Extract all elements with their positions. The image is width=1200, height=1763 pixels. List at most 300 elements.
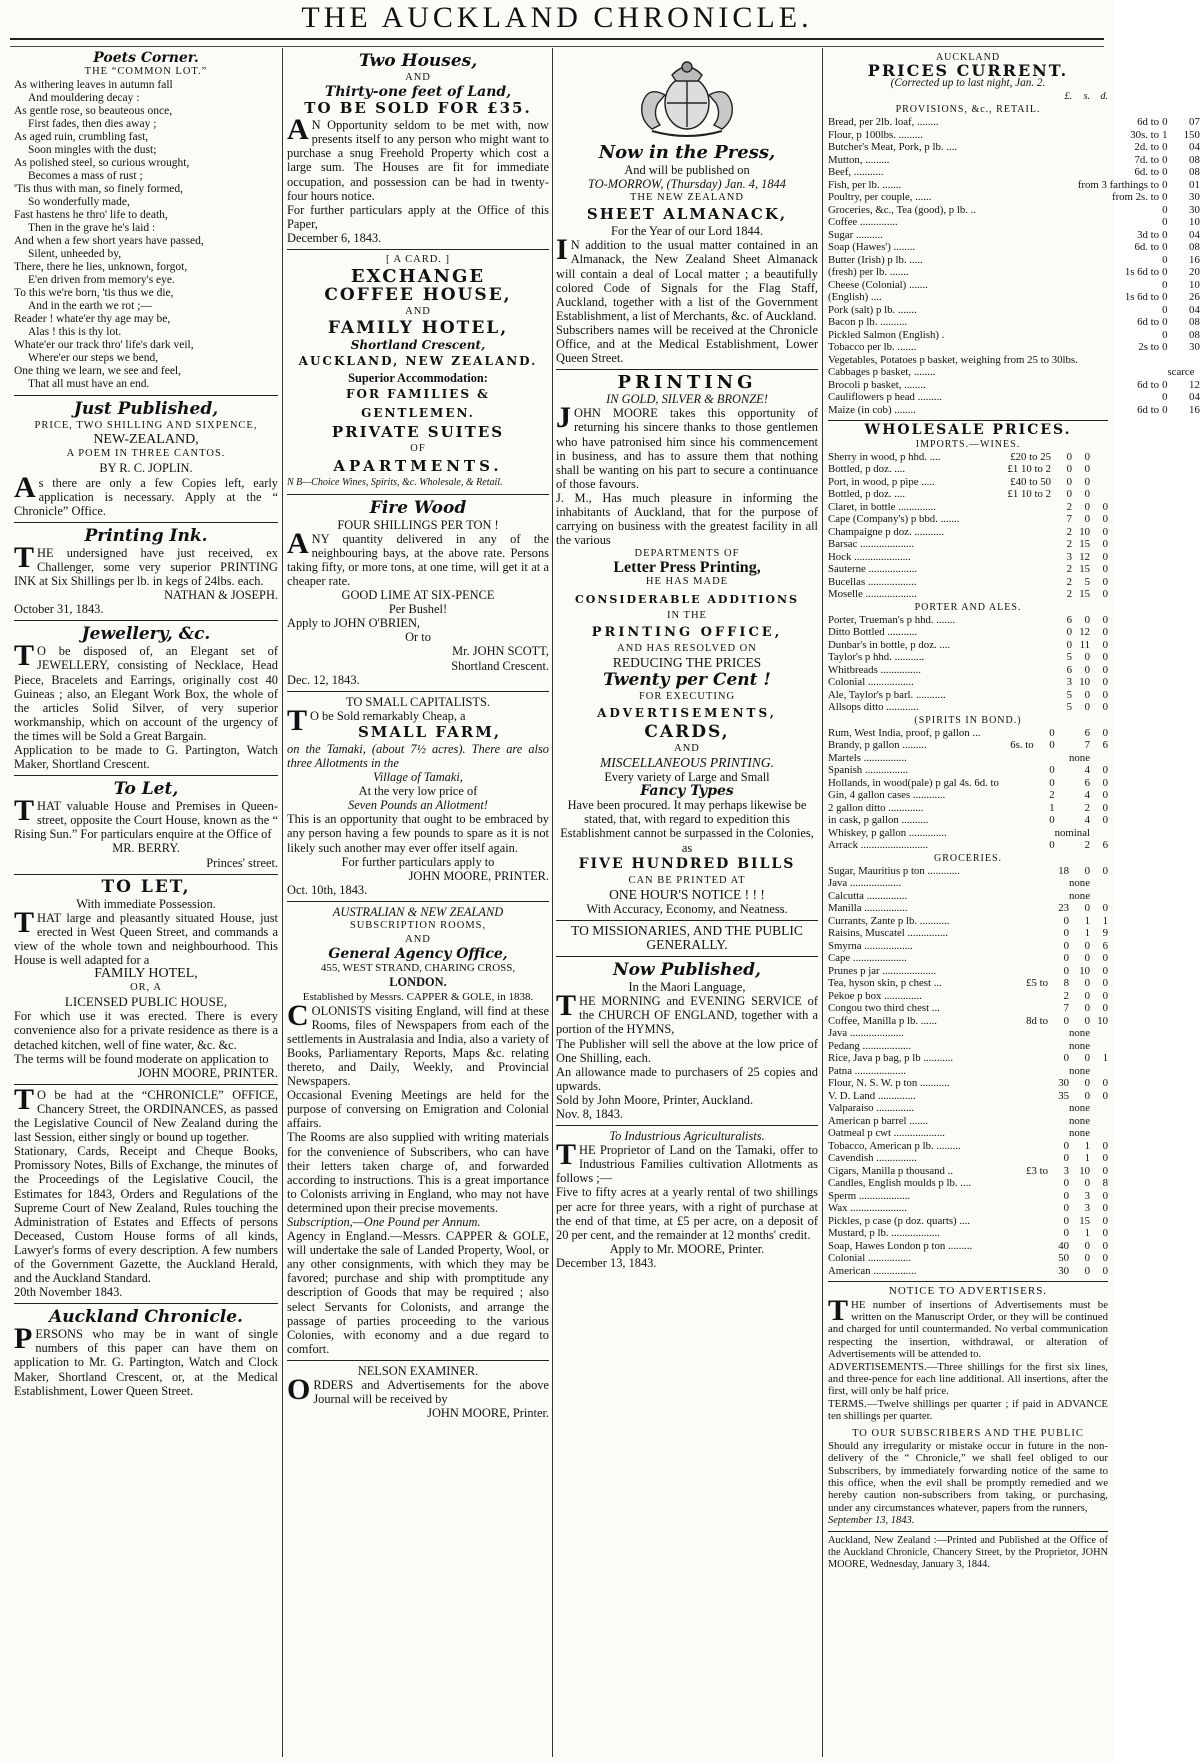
pence-value: 0 (1102, 550, 1108, 563)
price-row (828, 1027, 1108, 1040)
shillings-value: 2 (1189, 266, 1195, 279)
item-rate (995, 576, 1054, 589)
shillings-value: 0 (1084, 613, 1090, 626)
shillings-value: 0 (1084, 989, 1090, 1002)
poem-line: And in the earth we rot ;— (28, 300, 152, 313)
item-rate: 6s. to (1010, 739, 1034, 752)
imprint-text: Auckland, New Zealand :—Printed and Published at the Office of the Auckland Chronicle, Chancery Street, by the Proprietor, JOHN MOORE, Wednesday, January 3, 1844. (828, 1535, 1108, 1570)
pounds-value: 1 (1162, 128, 1168, 141)
item-rate (1018, 965, 1051, 978)
rooms-heading: AUSTRALIAN & NEW ZEALAND (332, 904, 504, 919)
pence-value: 0 (1102, 513, 1108, 526)
pence-value (1194, 366, 1199, 379)
item-name: Valparaiso .............. (828, 1102, 915, 1115)
item-rate (1018, 1265, 1051, 1278)
item-rate (1018, 915, 1051, 928)
item-rate (1078, 354, 1162, 367)
item-rate: £1 10 to 2 (1007, 488, 1051, 501)
reducing-prices: REDUCING THE PRICES (612, 654, 762, 670)
shillings-value: 0 (1084, 663, 1090, 676)
pence-value: 0 (1194, 266, 1200, 279)
poem-line: Whate'er our track thro' life's dark veil, (14, 339, 194, 352)
agriculturalists-heading: To Industrious Agriculturalists. (609, 1129, 765, 1144)
pence-value: 0 (1102, 626, 1108, 639)
item-name: Pekoe p box .............. (828, 989, 922, 1002)
rooms-and: AND (405, 934, 431, 946)
item-name: Cabbages p basket, ........ (828, 366, 936, 379)
pounds-value: 7 (1066, 513, 1072, 526)
pence-value (1090, 752, 1108, 765)
price-row (828, 940, 1108, 953)
pounds-value: 35 (1058, 1089, 1069, 1102)
price-row (828, 877, 1108, 890)
poem-line: So wonderfully made, (28, 196, 130, 209)
price-row (828, 990, 1108, 1003)
almanack-body1: IN addition to the usual matter contained in an Almanack, the New Zealand Sheet Almanack will contain a deal of Local matter ; a beautifully colored Code of Signals for the Flag Staff, Auckland, together with a list of the Government Establishment, a list of Merchants, &c. of Auckland. (556, 233, 818, 323)
two-houses-apply: For further particulars apply at the Office of this Paper, (287, 202, 549, 231)
two-houses-and: AND (405, 72, 431, 83)
poem-line: Reader ! whate'er thy age may be, (14, 313, 171, 326)
shillings-value: 0 (1084, 864, 1090, 877)
pence-value: 0 (1194, 278, 1200, 291)
pounds-value: 0 (1049, 776, 1055, 789)
item-name: Tobacco, American p lb. ......... (828, 1139, 961, 1152)
pence-value: 0 (1102, 525, 1108, 538)
to-let-name: MR. BERRY. (112, 841, 180, 856)
to-let-rising-sun-ad (14, 776, 278, 874)
pence-value: 6 (1102, 839, 1108, 852)
item-name: Java .................... (828, 1027, 904, 1040)
item-name: Candles, English moulds p lb. .... (828, 1177, 972, 1190)
pounds-value: 0 (1162, 141, 1168, 154)
agriculturalists-date: December 13, 1843. (556, 1255, 657, 1270)
price-row (828, 1065, 1108, 1078)
item-name: Manilla ................ (828, 902, 908, 915)
item-rate (1018, 1052, 1051, 1065)
jewellery-ad (14, 621, 278, 776)
twenty-per-cent: Twenty per Cent ! (603, 669, 771, 690)
printing-ink-signer: NATHAN & JOSEPH. (164, 588, 278, 603)
groceries-heading: GROCERIES. (933, 852, 1003, 864)
pounds-value: 40 (1058, 1239, 1069, 1252)
pounds-value: 0 (1063, 1014, 1069, 1027)
poem-line: And when a few short years have passed, (14, 235, 204, 248)
item-rate (1018, 1152, 1051, 1165)
price-row (828, 501, 1108, 514)
item-rate (1018, 1240, 1051, 1253)
item-rate (1078, 329, 1162, 342)
or-to: Or to (405, 630, 431, 645)
shillings-value: none (1069, 1027, 1090, 1040)
shillings-value: 1 (1189, 403, 1195, 416)
book-price: PRICE, TWO SHILLING AND SIXPENCE, (34, 420, 258, 432)
item-name: Congou two third chest ... (828, 1002, 940, 1015)
price-row (828, 1165, 1108, 1178)
shillings-value: 1 (1084, 1139, 1090, 1152)
can-be-printed: CAN BE PRINTED AT (628, 874, 746, 886)
pounds-value: 8 (1063, 977, 1069, 990)
column-3 (556, 48, 818, 1759)
price-row (828, 1040, 1108, 1053)
item-name: Coffee, Manilla p lb. ...... (828, 1014, 937, 1027)
shillings-value: 6 (1084, 726, 1090, 739)
price-row (828, 391, 1200, 404)
agriculturalists-body2: Five to fifty acres at a yearly rental of two shillings per acre for three years, with a right of purchase at the end of that time, at £5 per acre, on a deposit of 20 per cent, and the remainder at 12 months' credit. (556, 1185, 818, 1242)
ordinances-ad (14, 1082, 278, 1304)
two-houses-sale: TO BE SOLD FOR £35. (304, 99, 532, 118)
pence-value: 0 (1102, 701, 1108, 714)
sheet-almanack: SHEET ALMANACK, (586, 205, 788, 224)
item-name: Cavendish ............... (828, 1152, 917, 1165)
he-has-made: HE HAS MADE (645, 576, 729, 588)
item-name: Bottled, p doz. .... (828, 463, 906, 476)
pence-value: 0 (1102, 1077, 1108, 1090)
groceries-table (828, 865, 1108, 1278)
item-rate (995, 526, 1054, 539)
price-row (828, 739, 1108, 752)
per-bushel: Per Bushel! (388, 602, 448, 617)
item-rate: from 2s. to (1111, 191, 1160, 204)
item-name: Patna ................... (828, 1064, 906, 1077)
poem-line: Then in the grave he's laid : (28, 222, 156, 235)
pence-value (1090, 488, 1108, 501)
good-lime: GOOD LIME AT SIX-PENCE (341, 588, 495, 603)
price-row (828, 676, 1108, 689)
shillings-value: 0 (1084, 463, 1090, 476)
item-rate: 2d. to (1134, 141, 1160, 154)
small-capitalists-apply: For further particulars apply to (341, 854, 495, 869)
pounds-value: 0 (1066, 463, 1072, 476)
pence-value: 4 (1194, 391, 1200, 404)
pounds-value: 30 (1058, 1077, 1069, 1090)
shortland-crescent: Shortland Crescent, (350, 338, 486, 353)
item-name: Whiskey, p gallon .............. (828, 826, 947, 839)
rooms-body3: The Rooms are also supplied with writing materials for the convenience of Subscribers, who can have their letters taken charge of, and forwarded according to instructions. This is a great importance to Colonists arriving in England, who may not have determined upon their precise movements. (287, 1130, 549, 1215)
auckland-chronicle-heading: Auckland Chronicle. (49, 1307, 243, 1328)
price-row (828, 279, 1200, 292)
price-row (828, 1152, 1108, 1165)
price-row (828, 229, 1200, 242)
price-row (828, 664, 1108, 677)
item-name: Bottled, p doz. .... (828, 488, 906, 501)
two-houses-land: Thirty-one feet of Land, (324, 84, 512, 101)
item-rate (1078, 304, 1162, 317)
poem-line: One thing we learn, we see and feel, (14, 365, 181, 378)
shillings-value: none (1069, 1039, 1090, 1052)
price-row (828, 1015, 1108, 1028)
pounds-value: 5 (1066, 651, 1072, 664)
item-name: Cauliflowers p head ......... (828, 391, 942, 404)
price-row (828, 1265, 1108, 1278)
subscription-rooms-ad (287, 902, 549, 1361)
pounds-value (1051, 890, 1069, 903)
letter-press: Letter Press Printing, (613, 559, 761, 577)
shillings-value: none (1069, 1114, 1090, 1127)
item-name: Ale, Taylor's p barl. ........... (828, 688, 946, 701)
item-name: American ................ (828, 1264, 917, 1277)
item-rate (1018, 927, 1051, 940)
item-name: Cape (Company's) p bbd. ....... (828, 513, 960, 526)
poem-line: As aged ruin, crumbling fast, (14, 131, 149, 144)
pence-value: 0 (1102, 801, 1108, 814)
or-a-line: OR, A (130, 982, 162, 994)
shillings-value: 0 (1189, 228, 1195, 241)
price-row (828, 116, 1200, 129)
price-row (828, 839, 1108, 852)
shillings-value: 0 (1084, 1002, 1090, 1015)
shillings-value: 0 (1189, 153, 1195, 166)
pounds-value: 0 (1063, 1139, 1069, 1152)
item-rate (1018, 877, 1051, 890)
prices-current (828, 48, 1200, 421)
price-row (828, 154, 1200, 167)
item-rate (1018, 952, 1051, 965)
rooms-body4: Agency in England.—Messrs. CAPPER & GOLE, will undertake the sale of Landed Property, Wool, or any other consignments, with which they may be favored; purchase and ship with promptitude any description of Goods that may be required ; also select Servants for Colonists, and arrange the passage of parties proceeding to the various Colonies, with economy and a due regard to comfort. (287, 1229, 549, 1356)
pence-value: 0 (1194, 216, 1200, 229)
shillings-value: 1 (1084, 914, 1090, 927)
item-rate: 1s 6d to (1124, 266, 1160, 279)
pounds-value: 0 (1049, 839, 1055, 852)
poets-corner-heading: Poets Corner. (93, 50, 199, 66)
pounds-value: 0 (1162, 116, 1168, 129)
fire-wood-body: ANY quantity delivered in any of the neighbouring bays, at the above rate. Persons taking fifty, or more tons, at one time, will get it at a cheaper rate. (287, 526, 549, 588)
price-row (828, 1140, 1108, 1153)
item-name: Gin, 4 gallon cases ............ (828, 789, 946, 802)
pence-value: 8 (1194, 328, 1200, 341)
pounds-value: 0 (1162, 266, 1168, 279)
nelson-body: ORDERS and Advertisements for the above Journal will be received by (287, 1373, 549, 1407)
royal-coat-of-arms-image (612, 55, 762, 141)
fire-wood-sub: FOUR SHILLINGS PER TON ! (337, 517, 499, 532)
pence-value: 0 (1102, 902, 1108, 915)
pounds-value: 0 (1066, 638, 1072, 651)
pounds-value (1037, 827, 1055, 840)
shillings-value: 0 (1084, 939, 1090, 952)
shillings-value: 0 (1084, 1089, 1090, 1102)
item-rate (1018, 902, 1051, 915)
item-name: Bread, per 2lb. loaf, ........ (828, 116, 939, 129)
pounds-label: £. (1064, 91, 1072, 103)
item-rate (1009, 752, 1037, 765)
porter-heading: PORTER AND ALES. (914, 601, 1022, 613)
item-rate (1018, 1002, 1051, 1015)
price-row (828, 241, 1200, 254)
shillings-value: 0 (1189, 166, 1195, 179)
item-rate (1018, 990, 1051, 1003)
item-name: Cape .................... (828, 952, 907, 965)
shillings-value: 0 (1189, 141, 1195, 154)
pounds-value: 5 (1066, 688, 1072, 701)
pounds-value: 0 (1049, 764, 1055, 777)
item-name: Vegetables, Potatoes p basket, weighing from 25 to 30lbs. (828, 353, 1078, 366)
pounds-value: 0 (1162, 403, 1168, 416)
printing-sub: IN GOLD, SILVER & BRONZE! (606, 392, 768, 407)
shillings-value (1167, 354, 1194, 367)
item-name: Raisins, Muscatel ............... (828, 927, 948, 940)
price-row (828, 727, 1108, 740)
masthead-rule (10, 38, 1104, 47)
item-name: Rice, Java p bag, p lb ........... (828, 1052, 954, 1065)
item-rate: from 3 farthings to (1077, 178, 1160, 191)
pence-value: 8 (1102, 1177, 1108, 1190)
shillings-value: 0 (1189, 391, 1195, 404)
column-1 (14, 48, 278, 1759)
to-let-body: THAT valuable House and Premises in Queen-street, opposite the Court House, known as the “ Rising Sun.” For particulars enquire at the Office of (14, 794, 278, 842)
item-name: Colonial ................ (828, 1252, 912, 1265)
auckland-label: AUCKLAND (935, 52, 1001, 63)
item-rate (1009, 802, 1037, 815)
wholesale-prices (828, 421, 1108, 1282)
price-row (828, 1115, 1108, 1128)
pounds-value: 0 (1162, 316, 1168, 329)
poem-line: Soon mingles with the dust; (28, 144, 157, 157)
departments-of: DEPARTMENTS OF (634, 548, 740, 560)
printing-body2: J. M., Has much pleasure in informing the inhabitants of Auckland, that for the purpose of carrying on business with the greatest facility in all the various (556, 490, 818, 548)
pounds-value: 0 (1162, 228, 1168, 241)
to-let-2-heading: TO LET, (101, 876, 191, 897)
small-farm: SMALL FARM, (357, 722, 502, 741)
shillings-value: 5 (1084, 575, 1090, 588)
apartments: APARTMENTS. (333, 456, 503, 475)
shillings-value: 0 (1084, 952, 1090, 965)
item-rate: £20 to 25 (1010, 450, 1051, 463)
shillings-value: none (1069, 751, 1090, 764)
pounds-value: 0 (1066, 475, 1072, 488)
price-line-1: At the very low price of (358, 784, 478, 799)
item-name: American p barrel ....... (828, 1114, 929, 1127)
item-name: Sauterne .................. (828, 563, 918, 576)
pounds-value: 3 (1066, 676, 1072, 689)
price-row (828, 977, 1108, 990)
pence-value: 8 (1194, 153, 1200, 166)
missionaries-heading: TO MISSIONARIES, AND THE PUBLIC GENERALLY. (571, 922, 803, 953)
item-name: Cheese (Colonial) ....... (828, 278, 928, 291)
pence-value: 0 (1102, 989, 1108, 1002)
pence-value: 0 (1102, 676, 1108, 689)
pounds-value: 0 (1162, 378, 1168, 391)
pounds-value: 6 (1066, 663, 1072, 676)
item-name: Pickles, p case (p doz. quarts) .... (828, 1214, 971, 1227)
price-row (828, 366, 1200, 379)
printing-ink-heading: Printing Ink. (84, 525, 208, 546)
item-rate (1078, 204, 1162, 217)
pounds-value (1037, 752, 1055, 765)
now-in-press-heading: Now in the Press, (598, 142, 776, 163)
printing-and: AND (674, 742, 700, 754)
poem-line: Silent, unheeded by, (28, 248, 122, 261)
almanack-body2: Subscribers names will be received at the Chronicle Office, and at the Medical Establishment, Lower Queen Street. (556, 322, 818, 366)
shillings-value: 15 (1079, 1214, 1090, 1227)
printing-office: PRINTING OFFICE, (591, 624, 783, 640)
agriculturalists-body1: THE Proprietor of Land on the Tamaki, offer to Industrious Families cultivation Allotments as follows ;— (556, 1138, 818, 1186)
price-row (828, 1177, 1108, 1190)
price-row (828, 814, 1108, 827)
shillings-value: 1 (1189, 253, 1195, 266)
maori-language: In the Maori Language, (628, 980, 746, 995)
item-rate (995, 538, 1054, 551)
shillings-value: 0 (1084, 1052, 1090, 1065)
jewellery-heading: Jewellery, &c. (81, 624, 211, 645)
now-published-sold: Sold by John Moore, Printer, Auckland. (556, 1092, 754, 1107)
pence-value: 6 (1102, 939, 1108, 952)
price-row (828, 563, 1108, 576)
poem-title: THE “COMMON LOT.” (84, 66, 208, 78)
pounds-value (1051, 1027, 1069, 1040)
pence-value: 1 (1102, 1052, 1108, 1065)
price-row (828, 626, 1108, 639)
rooms-body2: Occasional Evening Meetings are held for the purpose of conversing on Emigration and Colonial affairs. (287, 1088, 549, 1131)
pence-value: 1 (1102, 914, 1108, 927)
price-row (828, 291, 1200, 304)
pounds-value: 0 (1162, 241, 1168, 254)
price-row (828, 341, 1200, 354)
pence-value: 0 (1102, 1214, 1108, 1227)
pounds-value: 0 (1162, 166, 1168, 179)
pence-value: 6 (1194, 253, 1200, 266)
shillings-value: 7 (1084, 739, 1090, 752)
to-let-hotel-ad (14, 875, 278, 1085)
item-rate (1009, 827, 1037, 840)
poem-line: Alas ! this is thy lot. (28, 326, 122, 339)
shillings-value: 15 (1079, 563, 1090, 576)
card-label: [ A CARD. ] (385, 254, 451, 266)
to-let-2-terms: The terms will be found moderate on application to (14, 1051, 269, 1066)
column-2 (287, 48, 549, 1759)
price-row (828, 1127, 1108, 1140)
pence-value: 0 (1102, 500, 1108, 513)
now-published-body3: An allowance made to purchasers of 25 copies and upwards. (556, 1064, 818, 1093)
pounds-value: 6 (1066, 613, 1072, 626)
pence-value: 0 (1102, 1227, 1108, 1240)
item-rate (1018, 1177, 1051, 1190)
pence-value: 0 (1102, 964, 1108, 977)
shillings-value: 3 (1084, 1189, 1090, 1202)
printing-body3: Have been procured. It may perhaps likewise be stated, that, with regard to expedition this Establishment cannot be surpassed in the Colonies, as (560, 798, 814, 855)
item-rate (1009, 727, 1037, 740)
pounds-value (1051, 1102, 1069, 1115)
notice-body2: ADVERTISEMENTS.—Three shillings for the first six lines, and three-pence for each line additional. All insertions, after the first, will only be half price. (828, 1360, 1108, 1398)
pounds-value: 0 (1063, 1202, 1069, 1215)
wholesale-heading: WHOLESALE PRICES. (864, 422, 1072, 439)
nelson-signer: JOHN MOORE, Printer. (427, 1406, 549, 1421)
price-row (828, 404, 1200, 417)
pence-value: 0 (1102, 538, 1108, 551)
pence-value (1090, 890, 1108, 903)
pence-value: 1 (1194, 178, 1200, 191)
nelson-examiner-ad (287, 1361, 549, 1424)
shillings-value: 15 (1079, 538, 1090, 551)
prices-current-heading: PRICES CURRENT. (867, 61, 1069, 81)
fire-wood-place: Shortland Crescent. (451, 658, 549, 673)
pounds-value: 0 (1063, 1177, 1069, 1190)
price-row (828, 965, 1108, 978)
item-name: Moselle ................... (828, 588, 917, 601)
item-name: Wax ..................... (828, 1202, 907, 1215)
price-row (828, 1090, 1108, 1103)
item-rate (1018, 890, 1051, 903)
price-row (828, 865, 1108, 878)
item-rate (1009, 814, 1037, 827)
item-name: Soap, Hawes London p ton ......... (828, 1239, 973, 1252)
item-rate (995, 551, 1054, 564)
item-name: Porter, Trueman's p hhd. ....... (828, 613, 956, 626)
pence-value: 0 (1102, 651, 1108, 664)
shillings-value: 0 (1189, 328, 1195, 341)
pence-value: 2 (1194, 378, 1200, 391)
item-name: Groceries, &c., Tea (good), p lb. .. (828, 203, 977, 216)
item-rate (1018, 1040, 1051, 1053)
pounds-value: 2 (1066, 563, 1072, 576)
